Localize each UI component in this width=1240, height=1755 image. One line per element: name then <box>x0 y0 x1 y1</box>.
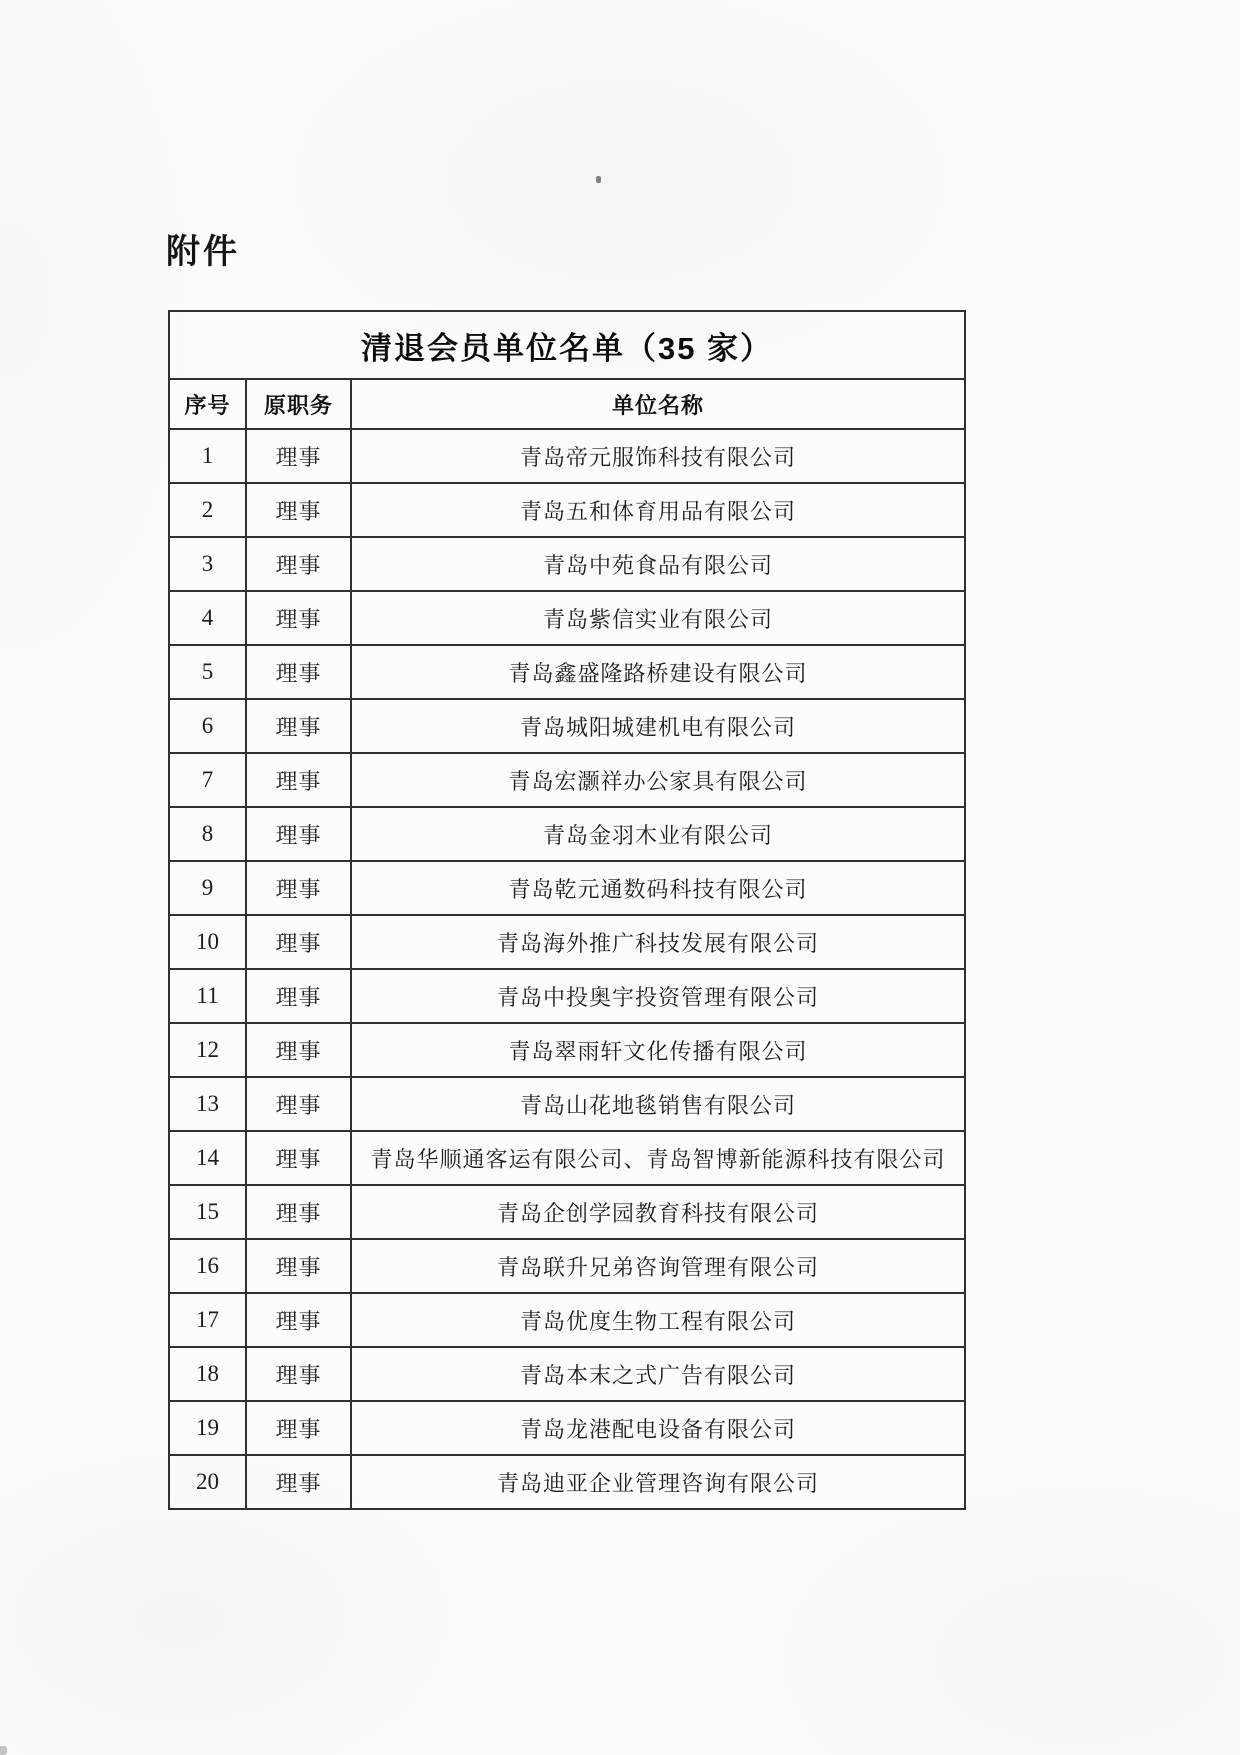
row-position-cell: 理事 <box>246 699 351 753</box>
table-row <box>169 807 965 861</box>
table-row <box>169 537 965 591</box>
row-number-cell: 15 <box>169 1185 246 1239</box>
row-position-cell: 理事 <box>246 915 351 969</box>
row-company-cell: 青岛本末之式广告有限公司 <box>351 1347 965 1401</box>
table-row <box>169 1023 965 1077</box>
row-number-cell: 20 <box>169 1455 246 1509</box>
row-position-cell: 理事 <box>246 645 351 699</box>
row-position-cell: 理事 <box>246 1455 351 1509</box>
column-header-position: 原职务 <box>246 379 351 429</box>
row-number-cell: 2 <box>169 483 246 537</box>
row-company-cell: 青岛翠雨轩文化传播有限公司 <box>351 1023 965 1077</box>
row-number-cell: 19 <box>169 1401 246 1455</box>
row-company-cell: 青岛鑫盛隆路桥建设有限公司 <box>351 645 965 699</box>
row-company-cell: 青岛企创学园教育科技有限公司 <box>351 1185 965 1239</box>
row-position-cell: 理事 <box>246 1293 351 1347</box>
scan-edge-mark <box>0 1746 7 1755</box>
table-row <box>169 591 965 645</box>
row-position-cell: 理事 <box>246 969 351 1023</box>
row-company-cell: 青岛山花地毯销售有限公司 <box>351 1077 965 1131</box>
row-position-cell: 理事 <box>246 1347 351 1401</box>
attachment-label: 附件 <box>166 233 240 271</box>
row-number-cell: 9 <box>169 861 246 915</box>
table-row <box>169 483 965 537</box>
row-position-cell: 理事 <box>246 537 351 591</box>
row-number-cell: 18 <box>169 1347 246 1401</box>
row-company-cell: 青岛紫信实业有限公司 <box>351 591 965 645</box>
row-position-cell: 理事 <box>246 1131 351 1185</box>
table-row <box>169 861 965 915</box>
table-title-row <box>169 311 965 379</box>
row-number-cell: 6 <box>169 699 246 753</box>
row-company-cell: 青岛迪亚企业管理咨询有限公司 <box>351 1455 965 1509</box>
row-number-cell: 4 <box>169 591 246 645</box>
table-row <box>169 969 965 1023</box>
row-number-cell: 1 <box>169 429 246 483</box>
row-number-cell: 12 <box>169 1023 246 1077</box>
row-company-cell: 青岛帝元服饰科技有限公司 <box>351 429 965 483</box>
row-company-cell: 青岛联升兄弟咨询管理有限公司 <box>351 1239 965 1293</box>
row-company-cell: 青岛城阳城建机电有限公司 <box>351 699 965 753</box>
table-row <box>169 1401 965 1455</box>
row-position-cell: 理事 <box>246 1239 351 1293</box>
table-row <box>169 645 965 699</box>
table-row <box>169 699 965 753</box>
table-row <box>169 1347 965 1401</box>
table-row <box>169 1455 965 1509</box>
row-position-cell: 理事 <box>246 429 351 483</box>
row-company-cell: 青岛中苑食品有限公司 <box>351 537 965 591</box>
table-row <box>169 1185 965 1239</box>
table-body <box>169 429 965 1509</box>
row-number-cell: 8 <box>169 807 246 861</box>
table-row <box>169 915 965 969</box>
row-number-cell: 13 <box>169 1077 246 1131</box>
table-row <box>169 1077 965 1131</box>
row-company-cell: 青岛五和体育用品有限公司 <box>351 483 965 537</box>
row-position-cell: 理事 <box>246 807 351 861</box>
row-position-cell: 理事 <box>246 591 351 645</box>
row-position-cell: 理事 <box>246 1185 351 1239</box>
row-position-cell: 理事 <box>246 1077 351 1131</box>
column-header-company: 单位名称 <box>351 379 965 429</box>
row-number-cell: 10 <box>169 915 246 969</box>
row-number-cell: 16 <box>169 1239 246 1293</box>
row-company-cell: 青岛龙港配电设备有限公司 <box>351 1401 965 1455</box>
table-header-row <box>169 379 965 429</box>
table-row <box>169 429 965 483</box>
row-position-cell: 理事 <box>246 1401 351 1455</box>
row-number-cell: 3 <box>169 537 246 591</box>
table-row <box>169 1293 965 1347</box>
row-company-cell: 青岛金羽木业有限公司 <box>351 807 965 861</box>
scan-speck <box>596 176 601 183</box>
row-position-cell: 理事 <box>246 861 351 915</box>
row-company-cell: 青岛海外推广科技发展有限公司 <box>351 915 965 969</box>
row-number-cell: 11 <box>169 969 246 1023</box>
table-row <box>169 1131 965 1185</box>
row-company-cell: 青岛宏灏祥办公家具有限公司 <box>351 753 965 807</box>
row-company-cell: 青岛华顺通客运有限公司、青岛智博新能源科技有限公司 <box>351 1131 965 1185</box>
row-company-cell: 青岛优度生物工程有限公司 <box>351 1293 965 1347</box>
row-number-cell: 14 <box>169 1131 246 1185</box>
expelled-members-table <box>168 310 966 1510</box>
row-position-cell: 理事 <box>246 1023 351 1077</box>
row-company-cell: 青岛乾元通数码科技有限公司 <box>351 861 965 915</box>
row-number-cell: 7 <box>169 753 246 807</box>
column-header-no: 序号 <box>169 379 246 429</box>
row-position-cell: 理事 <box>246 483 351 537</box>
row-number-cell: 17 <box>169 1293 246 1347</box>
table-row <box>169 1239 965 1293</box>
table-row <box>169 753 965 807</box>
row-company-cell: 青岛中投奥宇投资管理有限公司 <box>351 969 965 1023</box>
table-title: 清退会员单位名单（35 家） <box>169 311 965 379</box>
row-position-cell: 理事 <box>246 753 351 807</box>
row-number-cell: 5 <box>169 645 246 699</box>
